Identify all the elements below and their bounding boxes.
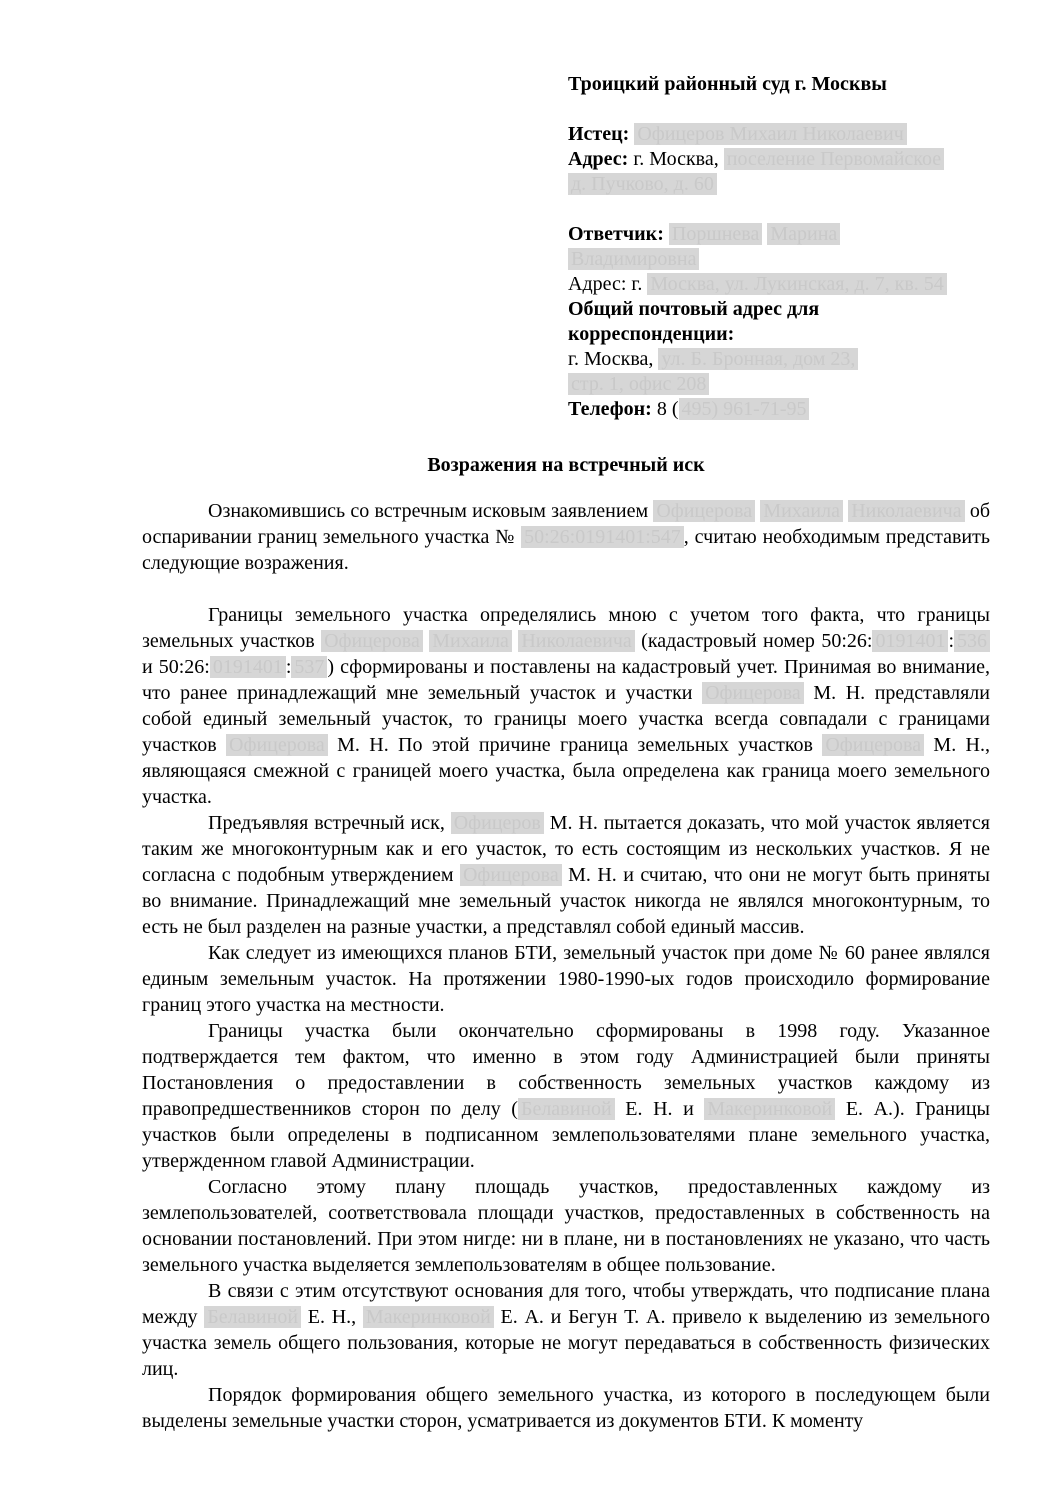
text-run: М. Н. и считаю, что они не могут быть приняты во внимание. Принадлежащий мне земельный участок никогда не являлся многоконтурным, то есть не был разделен на разные участки, а представлял собой единый массив. (142, 864, 990, 938)
redacted-text: 0191401 (872, 630, 948, 652)
text-run: Границы участка были окончательно сформированы в 1998 году. Указанное подтверждается тем фактом, что именно в этом году Администрацией были приняты Постановления о предоставлении в собственность земельных участков каждому из правопредшественников сторон по делу ( (142, 1020, 990, 1120)
redacted-text: Михаила (760, 500, 843, 522)
text-run: (кадастровый номер 50:26: (634, 630, 873, 652)
redacted-text: поселение Первомайское (724, 148, 944, 170)
redacted-text: Офицеров (451, 812, 544, 834)
text-run: Истец: (568, 123, 635, 145)
redacted-text: стр. 1, офис 208 (568, 373, 709, 395)
body-paragraph (142, 498, 990, 576)
redacted-text: Белавиной (518, 1098, 615, 1120)
redacted-text: Офицеров Михаил Николаевич (634, 123, 906, 145)
text-run: В связи с этим отсутствуют основания для того, чтобы утверждать, что подписание плана между (142, 1280, 990, 1328)
text-run: М. Н. представляли собой единый земельный участок, то границы моего участка всегда совпадали с границами участков (142, 682, 990, 756)
text-run: Ознакомившись со встречным исковым заявлением (208, 500, 654, 522)
redacted-text: Офицерова (460, 864, 562, 886)
redacted-text: Макеринковой (363, 1306, 494, 1328)
body-paragraph (142, 1382, 990, 1434)
text-run: г. Москва, (568, 348, 659, 370)
header-line (568, 222, 990, 247)
body-paragraph (142, 1174, 990, 1278)
redacted-text: 50:26:0191401:547 (521, 526, 684, 548)
header-line (568, 322, 990, 347)
text-run: 8 ( (656, 398, 679, 420)
header-line (568, 122, 990, 147)
text-run: Ответчик: (568, 223, 669, 245)
redacted-text: Владимировна (568, 248, 699, 270)
text-run: , считаю необходимым представить следующие возражения. (142, 526, 990, 574)
redacted-text: ул. Б. Бронная, дом 23, (658, 348, 858, 370)
header-line (568, 247, 990, 272)
redacted-text: Николаевича (848, 500, 964, 522)
text-run: : (948, 630, 955, 652)
text-run: г. Москва, (633, 148, 724, 170)
text-run: об оспаривании границ земельного участка № (142, 500, 991, 548)
text-run: Адрес: г. (568, 273, 648, 295)
party-details (568, 97, 990, 422)
text-run: М. Н. пытается доказать, что мой участок является таким же многоконтурным как и его участок, то есть состоящим из нескольких участков. Я не согласна с подобным утверждением (142, 812, 990, 886)
text-run: ) сформированы и поставлены на кадастровый учет. Принимая во внимание, что ранее принадлежащий мне земельный участок и участки (142, 656, 990, 704)
header-line (568, 172, 990, 197)
text-run: : (285, 656, 292, 678)
blank-line (568, 197, 990, 222)
text-run: Согласно этому плану площадь участков, предоставленных каждому из землепользователей, соответствовала площади участков, предоставленных в собственность на основании постановлений. При этом нигде: ни в плане, ни в постановлениях не указано, что часть земельного участка выделяется землепользователям в общее пользование. (142, 1176, 990, 1276)
body-paragraph (142, 602, 990, 810)
text-run: Е. А. и Бегун Т. А. привело к выделению из земельного участка земель общего пользования, которые не могут передаваться в собственность физических лиц. (142, 1306, 990, 1380)
text-run: М. Н., являющаяся смежной с границей моего участка, была определена как граница моего земельного участка. (142, 734, 990, 808)
text-run: Как следует из имеющихся планов БТИ, земельный участок при доме № 60 ранее являлся единым земельным участок. На протяжении 1980-1990-ых годов происходило формирование границ этого участка на местности. (142, 942, 990, 1016)
text-run: Е. Н. и (614, 1098, 705, 1120)
header-line (568, 272, 990, 297)
redacted-text: Марина (767, 223, 840, 245)
redacted-text: Офицерова (822, 734, 924, 756)
body-paragraph (142, 1278, 990, 1382)
header-line (568, 297, 990, 322)
redacted-text: Михаила (429, 630, 512, 652)
header-line (568, 372, 990, 397)
redacted-text: Белавиной (204, 1306, 301, 1328)
text-run: Е. А.). Границы участков были определены в подписанном землепользователями плане земельного участка, утвержденном главой Администрации. (142, 1098, 990, 1172)
document-body (142, 498, 990, 1434)
redacted-text: Офицерова (226, 734, 328, 756)
body-paragraph (142, 1018, 990, 1174)
blank-line (568, 97, 990, 122)
court-name: Троицкий районный суд г. Москвы (568, 73, 887, 95)
header-line (568, 347, 990, 372)
redacted-text: 537 (291, 656, 327, 678)
text-run: М. Н. По этой причине граница земельных участков (327, 734, 823, 756)
redacted-text: Москва, ул. Лукинская, д. 7, кв. 54 (647, 273, 946, 295)
text-run: корреспонденции: (568, 323, 735, 345)
text-run: и 50:26: (142, 656, 210, 678)
redacted-text: Офицерова (702, 682, 804, 704)
redacted-text: Офицерова (653, 500, 755, 522)
text-run: Телефон: (568, 398, 657, 420)
header-line (568, 147, 990, 172)
redacted-text: 495) 961-71-95 (679, 398, 810, 420)
text-run: Адрес: (568, 148, 634, 170)
redacted-text: Офицерова (321, 630, 423, 652)
body-paragraph (142, 940, 990, 1018)
body-paragraph (142, 810, 990, 940)
text-run: Порядок формирования общего земельного участка, из которого в последующем были выделены земельные участки сторон, усматривается из документов БТИ. К моменту (142, 1384, 990, 1432)
redacted-text: Поршнева (669, 223, 762, 245)
court-header (568, 72, 990, 422)
text-run: Границы земельного участка определялись мною с учетом того факта, что границы земельных участков (142, 604, 990, 652)
redacted-text: 536 (954, 630, 990, 652)
text-run: Предъявляя встречный иск, (208, 812, 451, 834)
header-line (568, 397, 990, 422)
redacted-text: д. Пучково, д. 60 (568, 173, 717, 195)
document-title: Возражения на встречный иск (427, 454, 705, 476)
text-run: Е. Н., (301, 1306, 363, 1328)
redacted-text: Николаевича (518, 630, 634, 652)
redacted-text: 0191401 (210, 656, 286, 678)
text-run: Общий почтовый адрес для (568, 298, 820, 320)
redacted-text: Макеринковой (704, 1098, 835, 1120)
